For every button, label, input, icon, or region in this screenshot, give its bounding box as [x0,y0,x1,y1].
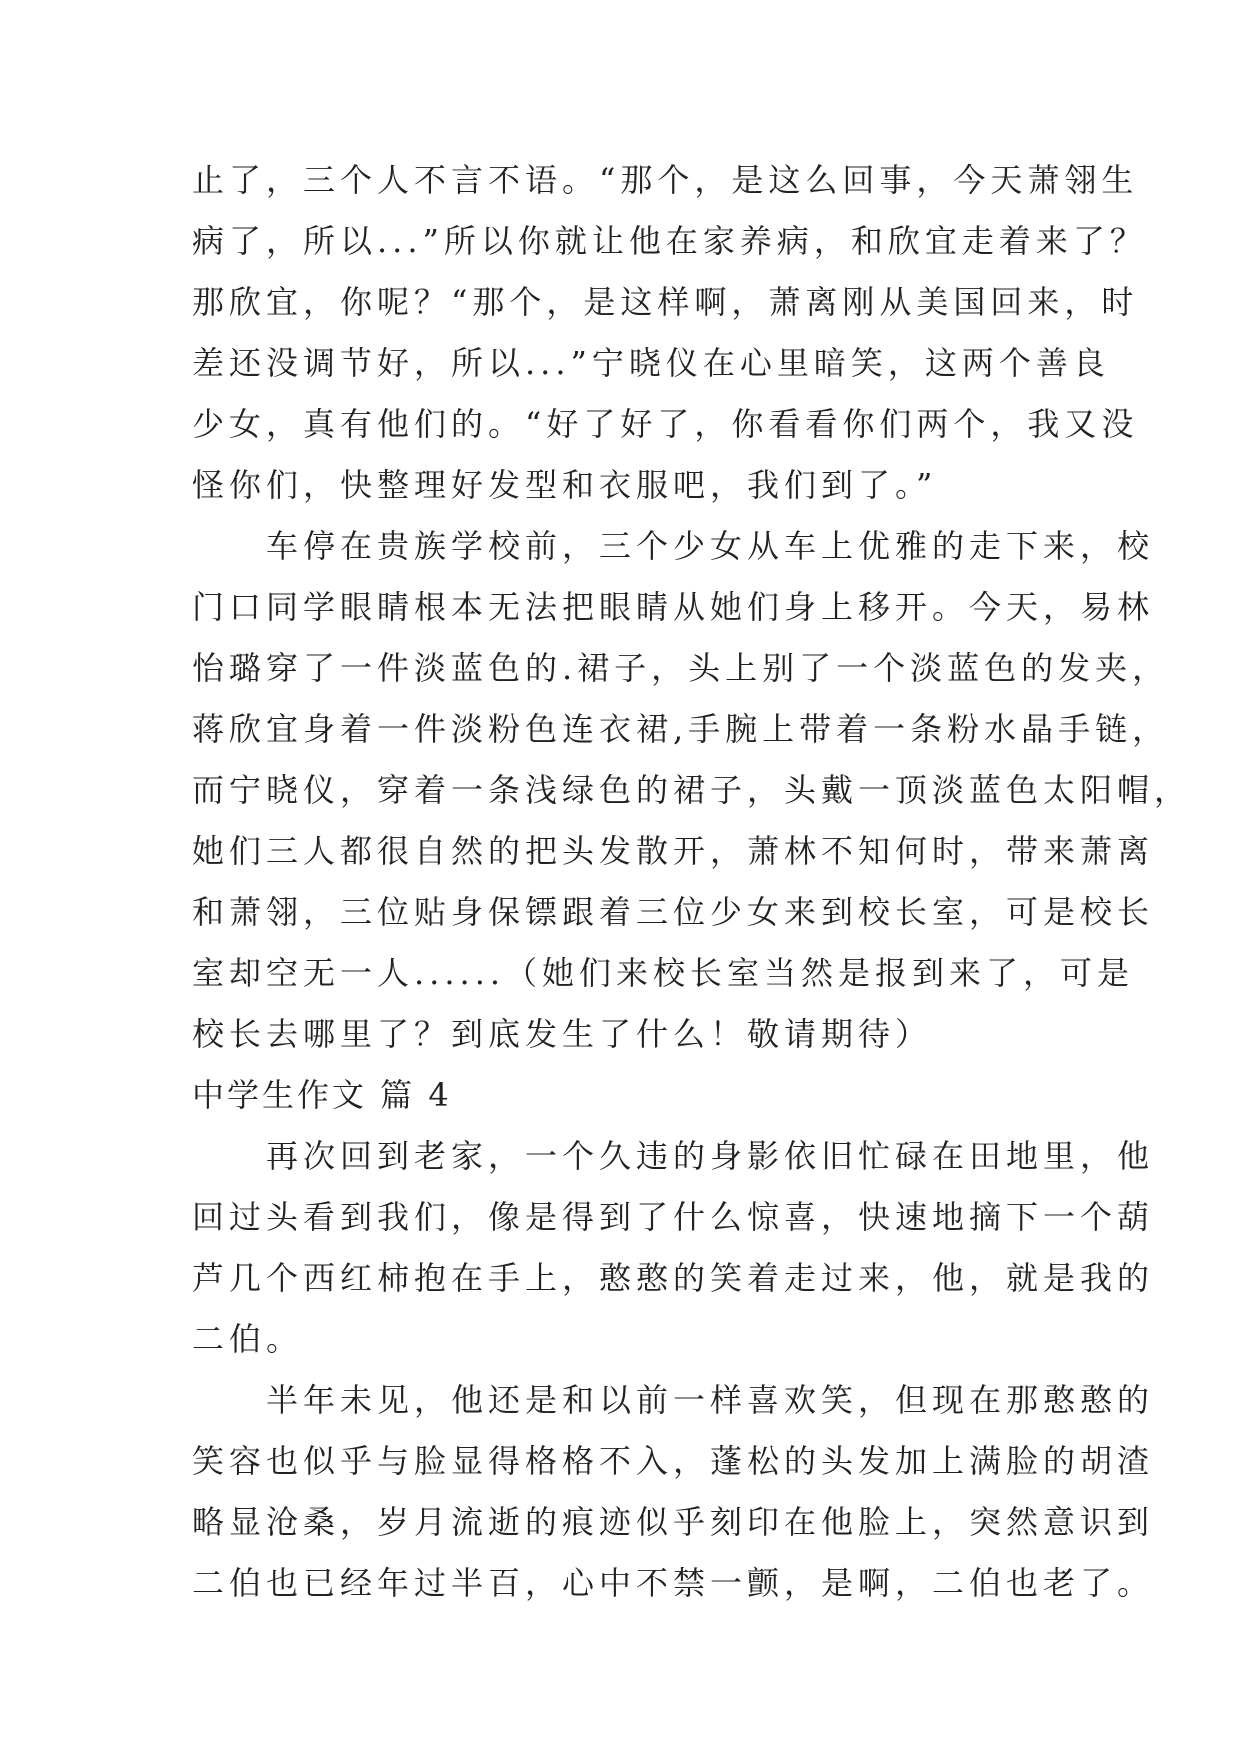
text-line: 止了，三个人不言不语。“那个，是这么回事，今天萧翎生 [192,161,1139,199]
text-line: 二伯。 [192,1320,304,1358]
document-page [192,150,1192,1614]
text-line: 怡璐穿了一件淡蓝色的.裙子，头上别了一个淡蓝色的发夹， [192,649,1170,687]
text-line: 和萧翎，三位贴身保镖跟着三位少女来到校长室，可是校长 [192,893,1155,931]
text-line: 怪你们，快整理好发型和衣服吧，我们到了。” [192,466,938,504]
text-line: 校长去哪里了？到底发生了什么！敬请期待） [192,1015,933,1053]
section-heading: 中学生作文 篇 4 [192,1076,452,1114]
text-line: 半年未见，他还是和以前一样喜欢笑，但现在那憨憨的 [192,1381,1155,1419]
text-line: 笑容也似乎与脸显得格格不入，蓬松的头发加上满脸的胡渣 [192,1442,1155,1480]
text-line: 芦几个西红柿抱在手上，憨憨的笑着走过来，他，就是我的 [192,1259,1155,1297]
text-line: 再次回到老家，一个久违的身影依旧忙碌在田地里，他 [192,1137,1155,1175]
text-line: 车停在贵族学校前，三个少女从车上优雅的走下来，校 [192,527,1155,565]
text-line: 门口同学眼睛根本无法把眼睛从她们身上移开。今天，易林 [192,588,1155,626]
text-line: 她们三人都很自然的把头发散开，萧林不知何时，带来萧离 [192,832,1155,870]
text-line: 差还没调节好，所以...”宁晓仪在心里暗笑，这两个善良 [192,344,1110,382]
text-line: 而宁晓仪，穿着一条浅绿色的裙子，头戴一顶淡蓝色太阳帽， [192,771,1192,809]
text-line: 回过头看到我们，像是得到了什么惊喜，快速地摘下一个葫 [192,1198,1155,1236]
text-line: 略显沧桑，岁月流逝的痕迹似乎刻印在他脸上，突然意识到 [192,1503,1155,1541]
text-line: 蒋欣宜身着一件淡粉色连衣裙,手腕上带着一条粉水晶手链， [192,710,1170,748]
text-line: 室却空无一人......（她们来校长室当然是报到来了，可是 [192,954,1135,992]
text-line: 病了，所以...”所以你就让他在家养病，和欣宜走着来了？ [192,222,1147,260]
text-line: 二伯也已经年过半百，心中不禁一颤，是啊，二伯也老了。 [192,1564,1155,1602]
text-line: 少女，真有他们的。“好了好了，你看看你们两个，我又没 [192,405,1139,443]
text-line: 那欣宜，你呢？“那个，是这样啊，萧离刚从美国回来，时 [192,283,1139,321]
